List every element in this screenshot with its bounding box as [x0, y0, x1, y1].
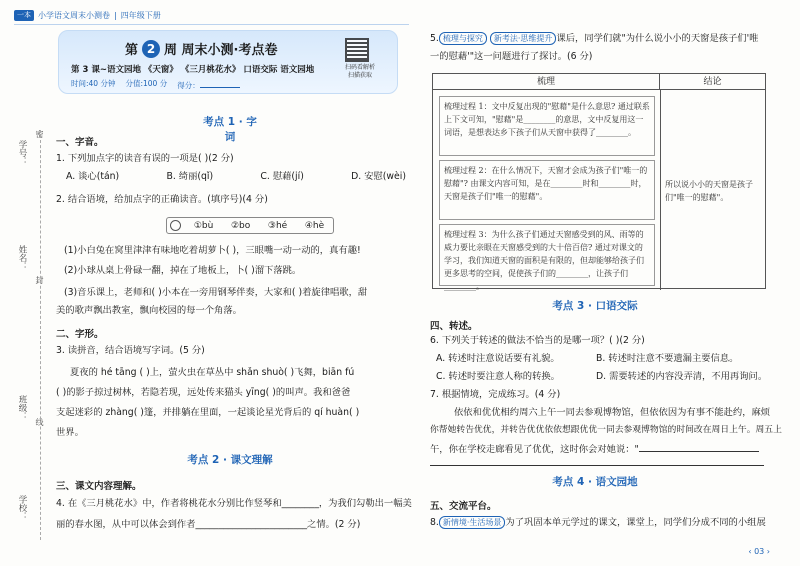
table-header-analysis: 梳理	[433, 74, 660, 90]
question-4-line-1: 4. 在《三月桃花水》中，作者将桃花水分别比作竖琴和________，为我们勾勒出一幅美	[56, 498, 412, 509]
mark-xian: 线	[35, 418, 44, 426]
question-3: 3. 读拼音，结合语境写字词。(5 分)	[56, 345, 205, 356]
brand-grade: 四年级下册	[120, 10, 161, 20]
section-kp3: 考点 3 · 口语交际	[552, 300, 638, 312]
q7-line-1: 依依和优优相约周六上午一同去参观博物馆，但依依因为有事不能赴约，麻烦	[454, 407, 771, 418]
question-1: 1. 下列加点字的读音有误的一项是( )(2 分)	[56, 153, 234, 164]
q3-line-2: ( )的影子掠过树林，若隐若现，远处传来猫头 yīng( )的叫声。我和爸爸	[56, 387, 351, 398]
binding-dashed-line	[40, 130, 41, 540]
label-school: 学校：	[17, 495, 27, 521]
qr-code-icon[interactable]	[345, 38, 369, 62]
analysis-step-3[interactable]: 梳理过程 3：为什么孩子们通过天窗感受到的风、雨等的威力要比亲眼在天窗感受到的大十倍百倍? 通过对课文的学习，我们知道天窗的面积是有限的，但却能够给孩子们更多思考的空间，促使孩子们的________，让孩子们________。	[439, 224, 655, 286]
heading-pronunciation: 一、字音。	[56, 137, 104, 148]
heading-retelling: 四、转述。	[430, 321, 478, 332]
score-field: 得分：	[177, 78, 240, 91]
mark-feng: 封	[35, 276, 44, 284]
week-number-badge: 2	[142, 40, 160, 58]
section-kp2: 考点 2 · 课文理解	[187, 454, 273, 466]
table-header-conclusion: 结论	[660, 74, 765, 90]
page-number: ‹ 03 ›	[748, 547, 770, 556]
conclusion-text: 所以说小小的天窗是孩子们"唯一的慰藉"。	[665, 180, 753, 202]
q6-option-c[interactable]: C. 转述时要注意人称的转换。	[436, 371, 560, 382]
q2-sentence-3: (3)音乐课上，老师和( )小本在一旁用钢琴伴奏，大家和( )着旋律唱歌，甜	[64, 287, 368, 298]
question-8: 8. 新情境·生活场景 为了巩固本单元学过的课文，课堂上，同学们分成不同的小组展	[430, 517, 766, 528]
pinyin-options-box: ①bù ②bo ③hé ④hè	[166, 217, 334, 234]
q3-line-3: 支起迷彩的 zhàng( )篷，并排躺在里面，一起谈论星光背后的 qí huàn( )	[56, 407, 360, 418]
q2-sentence-2: (2)小球从桌上骨碌一翻，掉在了地板上，卜( )溜下落跳。	[64, 265, 302, 276]
question-5-line-2: 一的慰藉'"这一问题进行了探讨。(6 分)	[430, 51, 593, 62]
question-1-options	[66, 170, 406, 183]
q2-sentence-1: (1)小白兔在窝里津津有味地吃着胡萝卜( )，三眼嘴一动一动的，真有趣!	[64, 245, 361, 256]
time-limit: 时间:40 分钟	[71, 79, 116, 88]
mark-mi: 密	[35, 130, 44, 138]
analysis-table	[432, 73, 766, 289]
q7-line-2: 你帮她转告优优，并转告优优依依想跟优优一同去参观博物馆的时间改在周日上午。周五上	[430, 425, 782, 435]
section-kp4: 考点 4 · 语文园地	[552, 476, 638, 488]
label-class: 班级：	[17, 395, 27, 421]
q7-answer-line-b[interactable]	[430, 456, 764, 466]
tag-new-method: 新考法·思维提升	[490, 32, 557, 45]
q3-line-4: 世界。	[56, 427, 84, 438]
qr-caption: 扫码看解析 扫描获取	[345, 64, 376, 79]
q7-line-3: 午，你在学校走廊看见了优优，这时你会对她说："	[430, 442, 759, 456]
q3-line-1: 夏夜的 hé tāng ( )上，萤火虫在草丛中 shǎn shuò( )飞舞，biān fú	[70, 367, 355, 378]
heading-exchange-platform: 五、交流平台。	[430, 501, 497, 512]
exam-title: 第 2 周 周末小测·考点卷	[125, 41, 278, 58]
q1-option-b[interactable]: B. 绮丽(qǐ)	[166, 171, 214, 182]
analysis-step-1[interactable]: 梳理过程 1：文中反复出现的"慰藉"是什么意思? 通过联系上下文可知，"慰藉"是________的意思，文中反复用这一词语，是想表达乡下孩子们从天窗中获得了________。	[439, 96, 655, 156]
q1-option-c[interactable]: C. 慰藉(jí)	[260, 171, 304, 182]
q6-option-b[interactable]: B. 转述时注意不要遗漏主要信息。	[596, 353, 739, 364]
label-name: 姓名：	[17, 245, 27, 271]
heading-character-form: 二、字形。	[56, 329, 104, 340]
question-2: 2. 结合语境，给加点字的正确读音。(填序号)(4 分)	[56, 194, 268, 205]
brand-header: 一本 小学语文周末小测卷 | 四年级下册	[14, 8, 161, 22]
q6-option-a[interactable]: A. 转述时注意说话要有礼貌。	[436, 353, 560, 364]
magnifier-icon	[170, 220, 181, 231]
exam-meta	[71, 78, 240, 91]
brand-title: 小学语文周末小测卷	[38, 10, 110, 20]
q7-answer-line-a[interactable]	[639, 442, 759, 452]
total-score: 分值:100 分	[125, 79, 168, 88]
heading-text-comprehension: 三、课文内容理解。	[56, 481, 142, 492]
brand-logo: 一本	[14, 10, 34, 21]
question-5: 5. 梳理与探究 新考法·思维提升 课后，同学们就"为什么说小小的天窗是孩子们'唯	[430, 33, 759, 44]
question-7: 7. 根据情境，完成练习。(4 分)	[430, 389, 561, 400]
section-kp1: 考点 1 · 字词	[203, 116, 257, 143]
exam-scope: 第 3 课~语文园地 《天窗》 《三月桃花水》 口语交际 语文园地	[71, 65, 315, 75]
label-student-number: 学号：	[17, 140, 27, 166]
q1-option-d[interactable]: D. 安慰(wèi)	[351, 171, 406, 182]
analysis-step-2[interactable]: 梳理过程 2：在什么情况下，天窗才会成为孩子们"唯一的慰藉"? 由课文内容可知，是在________时和________时，天窗是孩子们"唯一的慰藉"。	[439, 160, 655, 220]
tag-explore: 梳理与探究	[439, 32, 487, 45]
question-4-line-2: 丽的春水图，从中可以体会到作者________________________之情。(2 分)	[56, 519, 361, 530]
tag-new-scenario: 新情境·生活场景	[439, 516, 506, 529]
q1-option-a[interactable]: A. 谈心(tán)	[66, 171, 120, 182]
q2-sentence-3b: 美的歌声飘出教室，飘向校园的每一个角落。	[56, 305, 242, 316]
question-6: 6. 下列关于转述的做法不恰当的是哪一项？( )(2 分)	[430, 335, 645, 346]
q6-option-d[interactable]: D. 需要转述的内容没弄清，不用再询问。	[596, 371, 768, 382]
header-divider	[14, 24, 409, 25]
binding-margin	[14, 130, 44, 530]
